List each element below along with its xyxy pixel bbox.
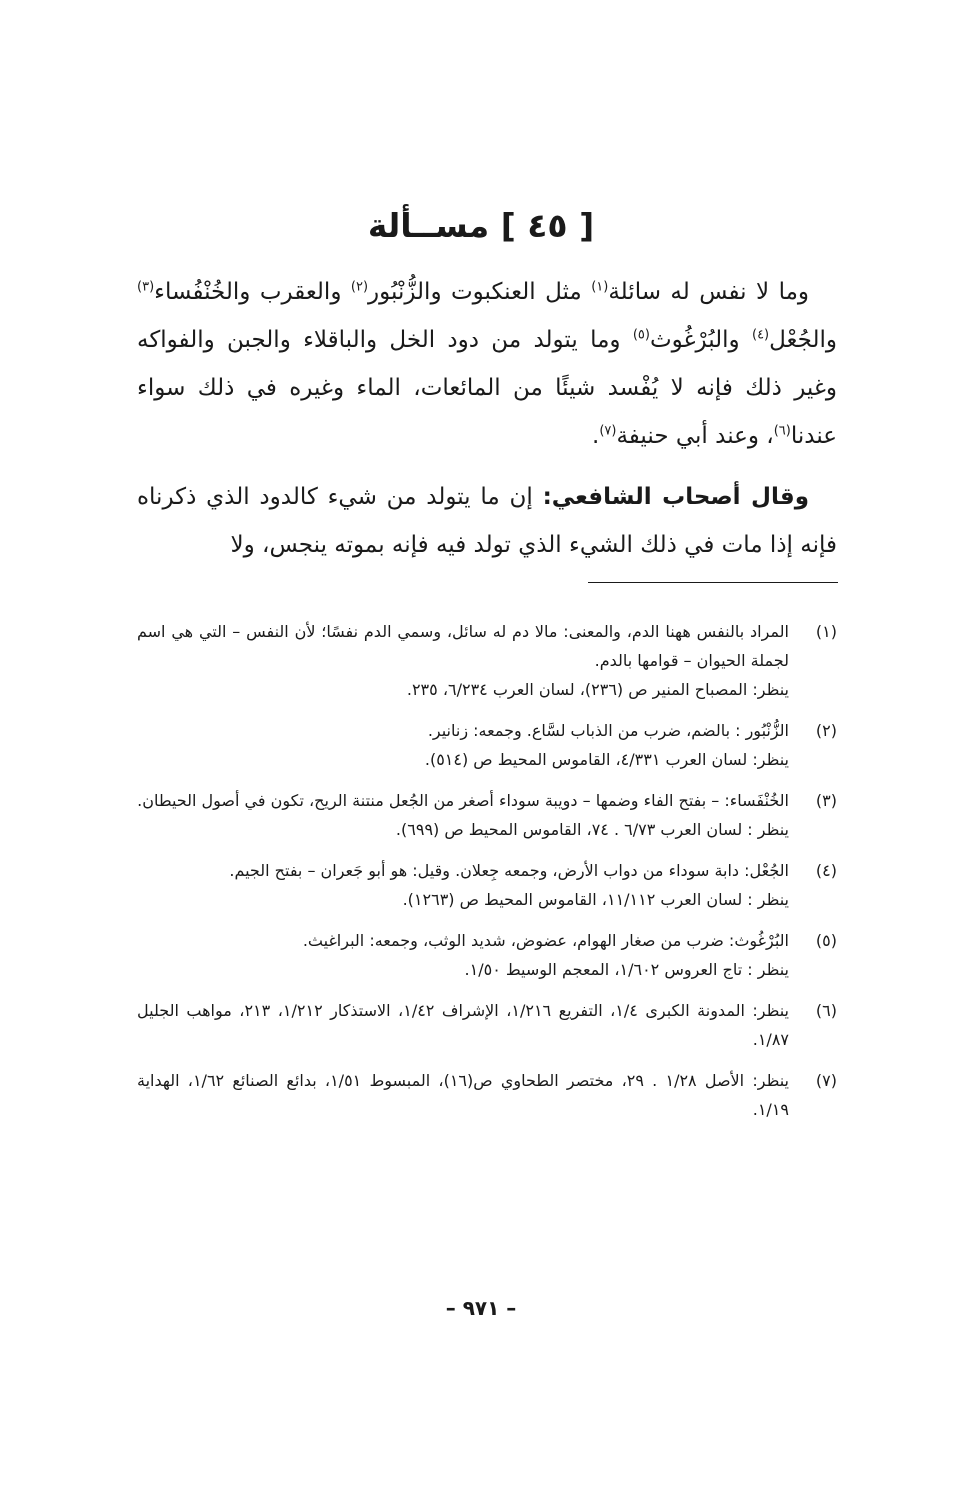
footnote-line: البُرْغُوث: ضرب من صغار الهوام، عضوض، شديد الوثب، وجمعه: البراغيث.: [302, 931, 789, 950]
footnote-number: (٧): [815, 1071, 837, 1090]
bold-lead: وقال أصحاب الشافعي:: [542, 484, 809, 510]
footnote-body: [137, 617, 789, 704]
footnote-line: المراد بالنفس ههنا الدم، والمعنى: مالا دم له سائل، وسمي الدم نفسًا؛ لأن النفس – التي هي اسم لجملة الحيوان – قوامها بالدم.: [137, 622, 789, 670]
text-segment: .: [592, 423, 600, 449]
footnote-number: (٦): [815, 1001, 837, 1020]
section-heading: [ ٤٥ ] مســألة: [367, 206, 595, 245]
text-segment: والعقرب والخُنْفُساء: [154, 279, 351, 305]
text-segment: وما يتولد من دود الخل والباقلاء والجبن والفواكه وغير ذلك فإنه لا يُفْسد شيئًا من المائعات، الماء وغيره في ذلك سواء عندنا: [137, 327, 837, 449]
footnote-number: (٢): [815, 721, 837, 740]
footnote-separator: [588, 582, 838, 583]
text-segment: مثل العنكبوت والزُّنْبُور: [368, 279, 592, 305]
footnote-body: [137, 1066, 789, 1124]
main-text: [137, 268, 837, 569]
paragraph-1: [137, 268, 837, 460]
footnote-number: (٥): [815, 931, 837, 950]
footnote-body: [137, 716, 789, 774]
footnote-line: ينظر: لسان العرب ٤/٣٣١، القاموس المحيط ص (٥١٤).: [424, 750, 789, 769]
footnote-line: ينظر : لسان العرب ٦/٧٣ . ٧٤، القاموس المحيط ص (٦٩٩).: [395, 820, 789, 839]
footnote-number: (١): [815, 622, 837, 641]
paragraph-2: [137, 473, 837, 569]
text-segment: وما لا نفس له سائلة: [608, 279, 810, 305]
text-segment: والجُعْل: [769, 327, 837, 353]
footnote-5: [137, 926, 837, 984]
footnote-body: [137, 926, 789, 984]
footnote-number: (٣): [815, 791, 837, 810]
footnote-ref[interactable]: (٧): [599, 423, 617, 439]
footnote-line: ينظر : تاج العروس ١/٦٠٢، المعجم الوسيط ١/٥٠.: [464, 960, 789, 979]
footnote-ref[interactable]: (٥): [632, 327, 650, 343]
footnote-line: الزُّنْبُور : بالضم، ضرب من الذباب لسَّاع. وجمعه: زنانير.: [427, 721, 789, 740]
footnote-4: [137, 856, 837, 914]
page-number: – ٩٧١ –: [445, 1296, 517, 1320]
footnote-body: [137, 996, 789, 1054]
footnote-body: [137, 786, 789, 844]
footnote-line: ينظر: المدونة الكبرى ١/٤، التفريع ١/٢١٦، الإشراف ١/٤٢، الاستذكار ١/٢١٢، ٢١٣، مواهب الجليل ١/٨٧.: [137, 1001, 790, 1049]
footnote-6: [137, 996, 837, 1054]
footnote-ref[interactable]: (٣): [137, 279, 155, 295]
text-segment: إن ما يتولد من شيء كالدود الذي ذكرناه فإنه إذا مات في ذلك الشيء الذي تولد فيه فإنه بموته ينجس، ولا: [137, 484, 837, 558]
footnote-ref[interactable]: (٤): [751, 327, 770, 343]
footnote-line: الجُعْل: دابة سوداء من دواب الأرض، وجمعه جِعلان. وقيل: هو أبو جَعران – بفتح الجيم.: [229, 861, 789, 880]
footnote-line: الخُنْفَساء: – بفتح الفاء وضمها – دويبة سوداء أصغر من الجُعل منتنة الريح، تكون في أصول الحيطان.: [137, 791, 789, 810]
footnote-1: [137, 617, 837, 704]
footnote-7: [137, 1066, 837, 1124]
text-segment: والبُرْغُوث: [649, 327, 752, 353]
footnote-line: ينظر : لسان العرب ١١/١١٢، القاموس المحيط ص (١٢٦٣).: [402, 890, 789, 909]
footnotes: [137, 617, 837, 1136]
footnote-number: (٤): [815, 861, 837, 880]
footnote-line: ينظر: الأصل ١/٢٨ . ٢٩، مختصر الطحاوي ص(١٦)، المبسوط ١/٥١، بدائع الصنائع ١/٦٢، الهداية ١/١٩.: [137, 1071, 789, 1119]
footnote-body: [137, 856, 789, 914]
footnote-ref[interactable]: (٦): [773, 423, 791, 439]
text-segment: ، وعند أبي حنيفة: [616, 423, 774, 449]
footnote-ref[interactable]: (١): [591, 279, 609, 295]
footnote-line: ينظر: المصباح المنير ص (٢٣٦)، لسان العرب ٦/٢٣٤، ٢٣٥.: [406, 680, 789, 699]
footnote-ref[interactable]: (٢): [350, 279, 369, 295]
footnote-3: [137, 786, 837, 844]
footnote-2: [137, 716, 837, 774]
